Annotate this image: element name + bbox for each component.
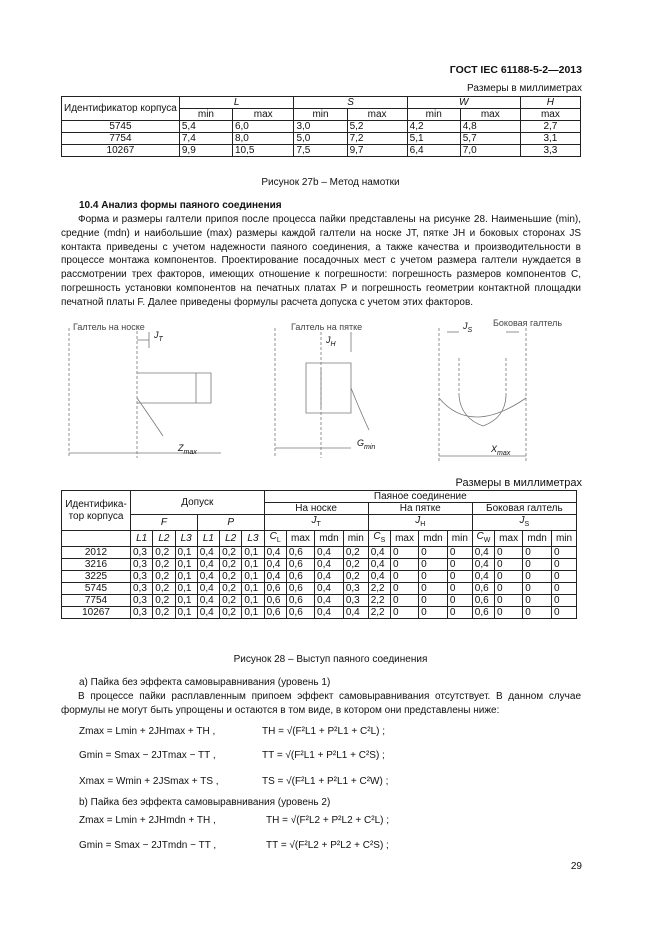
table-cell: 0 [390,571,418,583]
table-cell: 0 [419,559,448,571]
dim-jh: $J_H$ [326,335,336,348]
table1-head-s: S [294,97,407,109]
table2-sub: $C_L$ [264,531,286,547]
table-cell: 0,4 [197,595,219,607]
table-cell: 0,3 [343,595,368,607]
table2-js-header: $J_S$ [472,515,576,531]
table-cell: 0,4 [197,547,219,559]
table2-jh-header: $J_H$ [368,515,472,531]
table-cell: 0 [552,559,577,571]
table-cell: 0,4 [315,583,344,595]
table1-head-h: H [520,97,580,109]
table-cell: 0,1 [175,583,197,595]
table2-sub: mdn [315,531,344,547]
table-cell: 5,2 [347,121,407,133]
table-cell: 0 [447,547,472,559]
table-cell: 0,6 [472,583,494,595]
table-cell: 0,2 [343,571,368,583]
table2 [61,490,577,619]
table-cell: 0 [390,607,418,619]
table2-sub: L1 [197,531,219,547]
table1-sub: max [232,109,294,121]
table-cell: 0 [523,583,552,595]
table-cell: 0 [523,595,552,607]
table-cell: 0 [495,571,523,583]
table-cell: 0 [495,583,523,595]
table2-p-header: P [197,515,264,531]
formula-th-1: TH = √(F²L1 + P²L1 + C²L) ; [262,726,386,737]
table2-sub: L3 [175,531,197,547]
table2-sub: $C_S$ [368,531,390,547]
table-cell: 0 [552,583,577,595]
table2-sub: L2 [153,531,175,547]
table2-sub: min [343,531,368,547]
table-cell: 0 [523,607,552,619]
table-cell: 0 [447,595,472,607]
table-row [62,607,577,619]
table-cell: 0,1 [242,595,264,607]
table-cell: 0,1 [242,607,264,619]
formula-gmin-2: Gmin = Smax − 2JTmdn − TT , [79,840,217,851]
table-cell: 0,4 [472,571,494,583]
table-cell: 0,3 [131,547,153,559]
table-cell: 0,2 [153,571,175,583]
table-cell: 0,4 [264,547,286,559]
formula-xmax-1: Xmax = Wmin + 2JSmax + TS , [79,776,219,787]
list-a-text: В процессе пайки расплавленным припоем эффект самовыравнивания отсутствует. В данном случае формулы не могут быть упрощены и остаются в том виде, в котором они представлены ниже: [61,691,581,716]
table-cell: 5745 [62,121,180,133]
table2-tolerance-header: Допуск [131,491,265,515]
formula-tt-2: TT = √(F²L2 + P²L2 + C²S) ; [266,840,389,851]
document-id: ГОСТ IEC 61188-5-2—2013 [449,64,582,76]
table-cell: 0 [495,607,523,619]
table2-sub: max [390,531,418,547]
table-cell: 0 [447,559,472,571]
table-cell: 0,2 [220,607,242,619]
table2-sub: min [552,531,577,547]
table-cell: 0,3 [343,583,368,595]
table-cell: 0,1 [175,571,197,583]
table-cell: 0,4 [264,571,286,583]
table1 [61,96,581,157]
table-cell: 0,1 [242,559,264,571]
table-cell: 4,8 [460,121,520,133]
table-cell: 0,6 [264,607,286,619]
table1-sub: min [179,109,232,121]
table-cell: 0,4 [197,607,219,619]
figure28-drawing [61,318,581,468]
dim-gmin: $G_{min}$ [357,438,376,451]
table2-sub: L3 [242,531,264,547]
table-cell: 0 [495,559,523,571]
table-cell: 0,6 [264,583,286,595]
table-cell: 7,0 [460,145,520,157]
table2-heel-header: На пятке [368,503,472,515]
table-cell: 0,6 [264,595,286,607]
table-cell: 2,2 [368,607,390,619]
table-cell: 0,4 [315,607,344,619]
table-cell: 0 [523,547,552,559]
table-row [62,145,581,157]
table1-sub: min [294,109,347,121]
table-cell: 0,6 [286,559,314,571]
table-cell: 0,6 [472,595,494,607]
table-cell: 0,4 [197,571,219,583]
table2-sub: mdn [419,531,448,547]
table2-jt-header: $J_T$ [264,515,368,531]
table-cell: 0,2 [153,607,175,619]
table-cell: 0 [552,595,577,607]
list-item-b: b) Пайка без эффекта самовыравнивания (уровень 2) [79,797,331,808]
table-cell: 2,7 [520,121,580,133]
table-cell: 10267 [62,607,131,619]
table-cell: 3,1 [520,133,580,145]
table2-sub: L2 [220,531,242,547]
label-heel-fillet: Галтель на пятке [291,322,363,332]
dim-jt: $J_T$ [154,330,163,343]
table2-sub: max [286,531,314,547]
table2-corner [62,531,131,547]
table2-sub: mdn [523,531,552,547]
table-cell: 0 [552,607,577,619]
table-cell: 3225 [62,571,131,583]
table-cell: 0 [419,583,448,595]
formula-gmin-1: Gmin = Smax − 2JTmax − TT , [79,750,216,761]
list-item-a: a) Пайка без эффекта самовыравнивания (уровень 1) [79,677,331,688]
dim-xmax: $X_{max}$ [491,444,511,457]
table-cell: 0 [419,607,448,619]
label-side-fillet: Боковая галтель [493,318,563,328]
table-cell: 0,6 [286,595,314,607]
table-cell: 9,7 [347,145,407,157]
table-cell: 0,4 [472,547,494,559]
table-cell: 5,4 [179,121,232,133]
table-cell: 0,4 [197,559,219,571]
table-cell: 0 [447,571,472,583]
table-cell: 10,5 [232,145,294,157]
table-cell: 0,2 [153,595,175,607]
table-cell: 0,4 [315,595,344,607]
table-cell: 7,4 [179,133,232,145]
table-cell: 0,1 [242,583,264,595]
table-cell: 0,3 [131,607,153,619]
table-cell: 7,5 [294,145,347,157]
table-row [62,559,577,571]
table2-sub: L1 [131,531,153,547]
table-cell: 7754 [62,595,131,607]
table-cell: 0,6 [286,547,314,559]
table-cell: 0,1 [175,559,197,571]
table-cell: 0 [523,559,552,571]
table-cell: 0,3 [131,559,153,571]
table-cell: 0,2 [220,559,242,571]
table-row [62,547,577,559]
table2-joint-header: Паяное соединение [264,491,576,503]
table-cell: 5,1 [407,133,460,145]
table-cell: 0,2 [153,547,175,559]
table1-sub: max [520,109,580,121]
table-cell: 8,0 [232,133,294,145]
table-cell: 0 [495,547,523,559]
table-cell: 0,4 [472,559,494,571]
table-cell: 0 [419,547,448,559]
table2-sub: min [447,531,472,547]
table-cell: 0,4 [315,571,344,583]
table-cell: 0,1 [175,607,197,619]
table1-head-l: L [179,97,294,109]
figure28-caption: Рисунок 28 – Выступ паяного соединения [233,654,428,665]
table-cell: 0 [447,607,472,619]
table-cell: 0 [390,595,418,607]
table-cell: 0 [390,583,418,595]
table-cell: 0,4 [264,559,286,571]
table-cell: 0,2 [220,595,242,607]
table-row [62,571,577,583]
table-cell: 0,4 [368,571,390,583]
table-cell: 0,1 [242,571,264,583]
table-cell: 0,2 [153,583,175,595]
table2-body [62,547,577,619]
table-cell: 0,1 [175,595,197,607]
table2-id-header: Идентифика-тор корпуса [62,491,131,531]
table-cell: 0,4 [368,547,390,559]
table-cell: 0 [495,595,523,607]
table-cell: 7754 [62,133,180,145]
table-cell: 7,2 [347,133,407,145]
table-cell: 0,4 [315,559,344,571]
table-cell: 0 [447,583,472,595]
table-cell: 0,3 [131,583,153,595]
table1-sub: min [407,109,460,121]
table2-units: Размеры в миллиметрах [455,477,582,489]
table-cell: 0 [390,559,418,571]
formula-tt-1: TT = √(F²L1 + P²L1 + C²S) ; [262,750,385,761]
table-row [62,583,577,595]
table1-sub: max [347,109,407,121]
table-cell: 0,4 [197,583,219,595]
table-cell: 0,3 [131,571,153,583]
table-cell: 0,4 [315,547,344,559]
table-cell: 0,2 [220,547,242,559]
table-cell: 0,2 [343,547,368,559]
table-cell: 9,9 [179,145,232,157]
table-cell: 0 [419,571,448,583]
dim-js: $J_S$ [463,321,473,334]
table2-sub: max [495,531,523,547]
table-cell: 0,6 [286,607,314,619]
table-cell: 5,7 [460,133,520,145]
table-row [62,121,581,133]
figure27b-caption: Рисунок 27b – Метод намотки [261,177,400,188]
section-heading: 10.4 Анализ формы паяного соединения [79,200,282,211]
formula-zmax-1: Zmax = Lmin + 2JHmax + TH , [79,726,216,737]
formula-ts-1: TS = √(F²L1 + P²L1 + C²W) ; [262,776,389,787]
table2-toe-header: На носке [264,503,368,515]
table-cell: 0,2 [220,583,242,595]
table-cell: 2,2 [368,595,390,607]
table-cell: 3216 [62,559,131,571]
table-cell: 0 [552,547,577,559]
table-cell: 2012 [62,547,131,559]
table2-f-header: F [131,515,198,531]
table-cell: 0,4 [368,559,390,571]
table-cell: 0 [552,571,577,583]
table-cell: 0,2 [343,559,368,571]
table-cell: 0,6 [286,571,314,583]
table-cell: 0,6 [286,583,314,595]
table-cell: 0,2 [153,559,175,571]
table-cell: 2,2 [368,583,390,595]
table-cell: 6,4 [407,145,460,157]
table-cell: 6,0 [232,121,294,133]
label-toe-fillet: Галтель на носке [73,322,145,332]
table2-side-header: Боковая галтель [472,503,576,515]
section-paragraph: Форма и размеры галтели припоя после процесса пайки представлены на рисунке 28. Наименьшие (min), средние (mdn) и наибольшие (max) размеры каждой галтели на носке JT, пятке JH и боковых сторонах JS контакта приведены с учетом надежности паяного соединения, а также качества и производительности в процессе монтажа компонентов. Проектирование посадочных мест с учетом размера галтели нуждается в рассмотрении трех факторов, имеющих отношение к погрешности: погрешность размеров компонентов C, погрешность установки компонентов на печатных платах P и погрешность геометрии контактной площадки печатной платы F. Далее приведены формулы расчета допуска с учетом этих факторов. [61,214,581,308]
dim-zmax: $Z_{max}$ [178,443,197,456]
table-cell: 4,2 [407,121,460,133]
table-cell: 0 [419,595,448,607]
table-cell: 3,0 [294,121,347,133]
table-cell: 0,4 [343,607,368,619]
table1-units: Размеры в миллиметрах [467,83,582,94]
page-number: 29 [570,861,582,872]
table-cell: 0,1 [242,547,264,559]
table-cell: 10267 [62,145,180,157]
table-cell: 5,0 [294,133,347,145]
table-cell: 0,1 [175,547,197,559]
formula-th-2: TH = √(F²L2 + P²L2 + C²L) ; [266,815,390,826]
formula-zmax-2: Zmax = Lmin + 2JHmdn + TH , [79,815,216,826]
table1-head-w: W [407,97,520,109]
table-cell: 3,3 [520,145,580,157]
table-row [62,133,581,145]
table1-id-header: Идентификатор корпуса [62,97,180,121]
table-cell: 0 [390,547,418,559]
table-cell: 5745 [62,583,131,595]
table-cell: 0,2 [220,571,242,583]
table1-sub: max [460,109,520,121]
table-cell: 0,6 [472,607,494,619]
table-cell: 0 [523,571,552,583]
table-cell: 0,3 [131,595,153,607]
table-row [62,595,577,607]
table2-sub: $C_W$ [472,531,494,547]
